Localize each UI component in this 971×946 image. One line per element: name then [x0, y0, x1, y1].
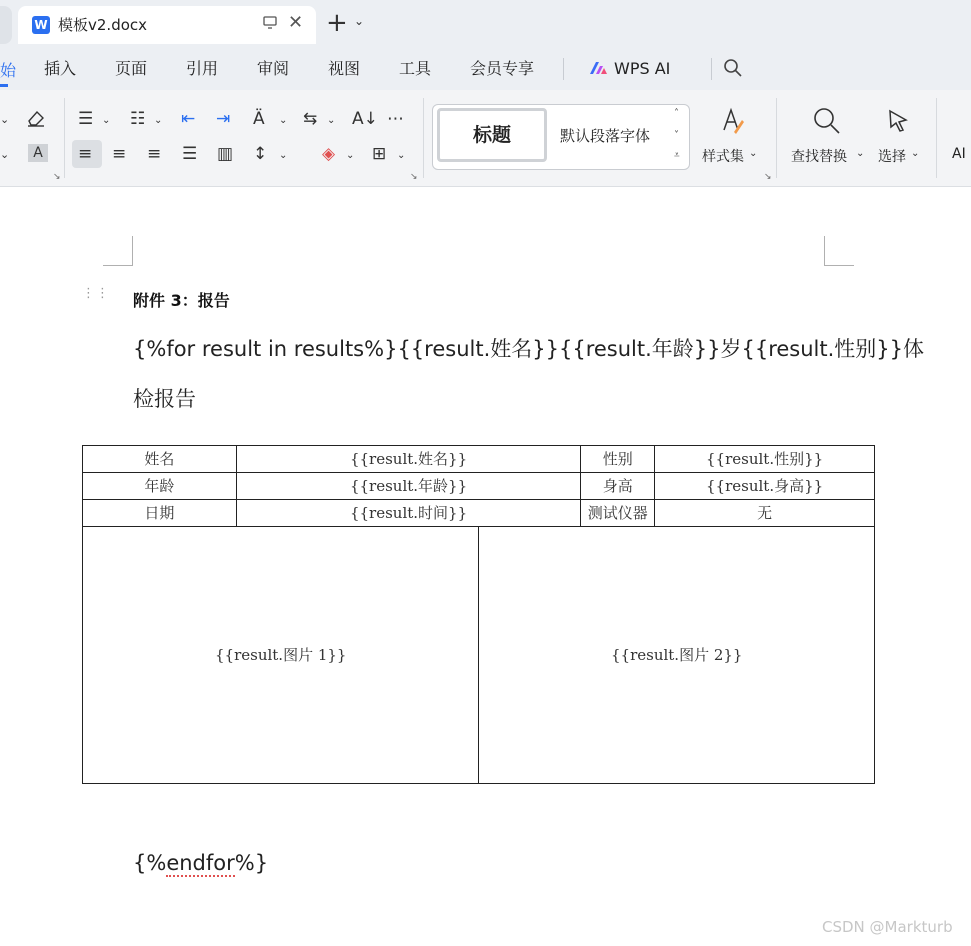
search-icon[interactable]	[723, 58, 743, 78]
document-heading: 附件 3：报告	[133, 291, 230, 310]
style-set-label[interactable]: 样式集	[702, 149, 744, 165]
align-left-icon: ≡	[78, 144, 93, 164]
wps-writer-icon: W	[32, 16, 50, 34]
menu-item-membership[interactable]: 会员专享	[470, 59, 535, 78]
style-default-paragraph-font[interactable]: 默认段落字体	[560, 127, 651, 145]
eraser-icon[interactable]	[25, 108, 47, 128]
chevron-down-icon[interactable]: ⌄	[279, 150, 288, 161]
decrease-indent-icon[interactable]: ⇤	[181, 109, 196, 129]
monitor-icon[interactable]	[262, 14, 278, 30]
dialog-launcher-icon[interactable]: ↘	[410, 172, 418, 182]
table-cell: {{result.姓名}}	[236, 446, 581, 473]
ribbon-divider	[423, 98, 424, 178]
wps-ai-logo-icon	[588, 60, 608, 76]
new-tab-plus-icon[interactable]: +	[326, 8, 348, 38]
table-cell: {{result.性别}}	[655, 446, 875, 473]
image-placeholder-cell: {{result.图片 2}}	[479, 527, 875, 784]
chevron-down-icon[interactable]: ⌄	[397, 150, 406, 161]
menu-item-view[interactable]: 视图	[328, 59, 361, 78]
ai-label[interactable]: AI	[952, 146, 966, 162]
ribbon-divider	[936, 98, 937, 178]
endfor-line	[133, 851, 268, 875]
find-replace-label[interactable]: 查找替换	[791, 149, 847, 165]
line-spacing-icon[interactable]: ↕	[253, 144, 268, 164]
table-row	[83, 527, 875, 784]
active-menu-indicator	[0, 84, 8, 87]
table-cell: 年龄	[83, 473, 237, 500]
gallery-scroll-up-icon[interactable]: ˄	[674, 108, 679, 119]
menu-item-tools[interactable]: 工具	[399, 59, 432, 78]
menu-item-page[interactable]: 页面	[115, 59, 148, 78]
menu-item-insert[interactable]: 插入	[44, 59, 77, 78]
margin-corner-top-left	[103, 236, 133, 266]
table-cell: 身高	[581, 473, 655, 500]
previous-tab[interactable]	[0, 6, 12, 44]
style-heading-option[interactable]: 标题	[437, 108, 547, 162]
borders-icon[interactable]: ⊞	[372, 144, 387, 164]
select-label[interactable]: 选择	[878, 149, 906, 165]
chevron-down-icon[interactable]: ⌄	[154, 115, 163, 126]
close-tab-icon[interactable]: ✕	[288, 12, 304, 33]
chevron-down-icon[interactable]: ⌄	[911, 148, 920, 159]
table-cell: 性别	[581, 446, 655, 473]
watermark: CSDN @Markturb	[822, 918, 953, 936]
chevron-down-icon[interactable]: ⌄	[346, 150, 355, 161]
loop-line-1: {%for result in results%}{{result.姓名}}{{result.年龄}}岁{{result.性别}}体	[133, 337, 925, 361]
table-cell: 日期	[83, 500, 237, 527]
table-cell: 测试仪器	[581, 500, 655, 527]
image-placeholder-cell: {{result.图片 1}}	[83, 527, 479, 784]
bullet-list-icon[interactable]: ☰	[78, 109, 94, 129]
margin-corner-top-right	[824, 236, 854, 266]
table-cell: {{result.时间}}	[236, 500, 581, 527]
text-flow-icon[interactable]: ⇆	[303, 109, 318, 129]
chevron-down-icon[interactable]: ⌄	[327, 115, 336, 126]
dialog-launcher-icon[interactable]: ↘	[53, 172, 61, 182]
dropdown-chevron-icon[interactable]: ⌄	[0, 113, 10, 126]
table-cell: 无	[655, 500, 875, 527]
sort-icon[interactable]: A↓	[352, 109, 378, 129]
table-row	[83, 500, 875, 527]
gallery-expand-icon[interactable]: ⩡	[674, 150, 680, 161]
chevron-down-icon[interactable]: ⌄	[856, 148, 865, 159]
justify-icon[interactable]: ☰	[182, 144, 198, 164]
drag-handle-icon[interactable]: ⋮⋮	[82, 286, 110, 301]
numbered-list-icon[interactable]: ☷	[130, 109, 146, 129]
ribbon-divider	[776, 98, 777, 178]
highlight-fill-icon[interactable]: ◈	[322, 144, 336, 164]
endfor-prefix: {%	[133, 851, 167, 875]
endfor-suffix: %}	[234, 851, 269, 875]
table-cell: {{result.年龄}}	[236, 473, 581, 500]
loop-line-2: 检报告	[133, 387, 196, 411]
table-row	[83, 473, 875, 500]
menu-divider	[563, 58, 564, 80]
align-center-icon[interactable]: ≡	[112, 144, 127, 164]
style-set-icon[interactable]	[718, 106, 746, 136]
menu-divider	[711, 58, 712, 80]
menu-item-references[interactable]: 引用	[186, 59, 219, 78]
table-cell: 姓名	[83, 446, 237, 473]
select-cursor-icon[interactable]	[886, 108, 912, 134]
menu-item-wps-ai[interactable]: WPS AI	[614, 59, 671, 78]
tab-title: 模板v2.docx	[58, 16, 148, 34]
find-replace-magnifier-icon[interactable]	[812, 106, 842, 136]
distributed-align-icon[interactable]: ▥	[217, 144, 234, 164]
dropdown-chevron-icon[interactable]: ⌄	[0, 148, 10, 161]
endfor-keyword-spellcheck: endfor	[166, 851, 235, 875]
table-row	[83, 446, 875, 473]
menu-item-start[interactable]: 始	[0, 61, 17, 80]
gallery-scroll-down-icon[interactable]: ˅	[674, 130, 679, 141]
menu-item-review[interactable]: 审阅	[257, 59, 290, 78]
ribbon-divider	[64, 98, 65, 178]
dialog-launcher-icon[interactable]: ↘	[764, 172, 772, 182]
increase-indent-icon[interactable]: ⇥	[216, 109, 231, 129]
chevron-down-icon[interactable]: ⌄	[279, 115, 288, 126]
table-cell: {{result.身高}}	[655, 473, 875, 500]
character-shading-icon[interactable]: A	[28, 144, 48, 162]
chevron-down-icon[interactable]: ⌄	[102, 115, 111, 126]
text-direction-icon[interactable]: Ä	[253, 109, 265, 129]
show-paragraph-marks-icon[interactable]: ⋯	[387, 109, 404, 129]
align-right-icon[interactable]: ≡	[147, 144, 162, 164]
tab-list-chevron-down-icon[interactable]: ⌄	[354, 14, 365, 28]
document-tab[interactable]	[18, 6, 316, 44]
report-table	[82, 445, 875, 784]
chevron-down-icon[interactable]: ⌄	[749, 148, 758, 159]
